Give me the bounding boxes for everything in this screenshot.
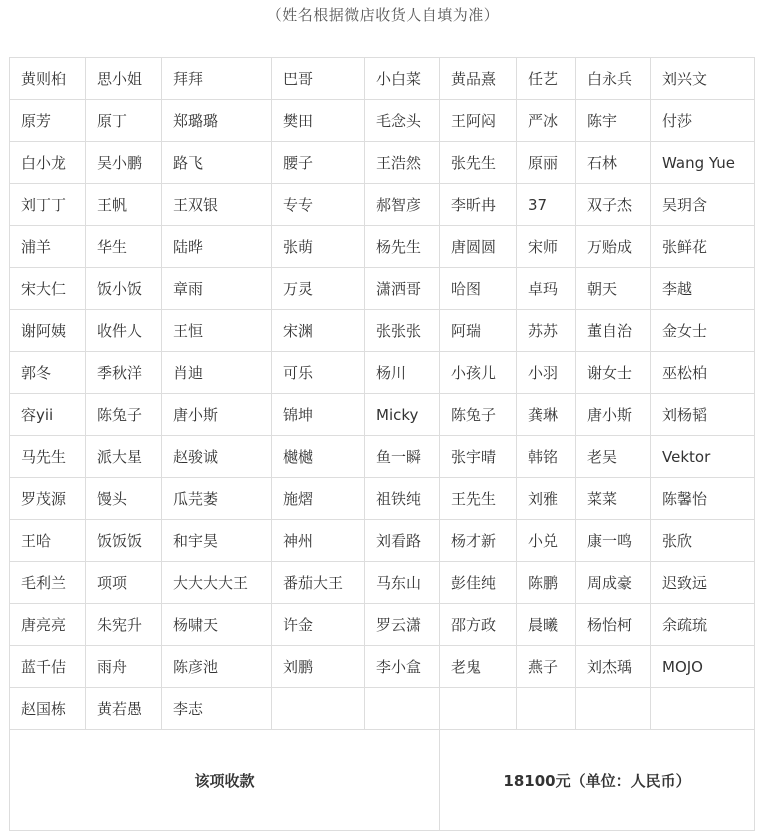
name-cell: 吴玥含: [651, 184, 755, 226]
name-cell: 韩铭: [517, 436, 576, 478]
name-cell: 陆晔: [162, 226, 272, 268]
name-cell: 王阿闷: [440, 100, 517, 142]
name-cell: 季秋洋: [86, 352, 162, 394]
table-row: [10, 100, 755, 142]
name-cell: 刘兴文: [651, 58, 755, 100]
name-cell: 瓜芫萎: [162, 478, 272, 520]
name-cell: 神州: [272, 520, 365, 562]
table-row: [10, 268, 755, 310]
name-cell: 腰子: [272, 142, 365, 184]
name-cell: 马东山: [365, 562, 440, 604]
table-row: [10, 142, 755, 184]
name-cell: Vektor: [651, 436, 755, 478]
name-cell: 董自治: [576, 310, 651, 352]
name-cell: Wang Yue: [651, 142, 755, 184]
name-cell: 哈图: [440, 268, 517, 310]
name-cell: 马先生: [10, 436, 86, 478]
name-cell: [651, 688, 755, 730]
name-cell: 王帆: [86, 184, 162, 226]
name-cell: 雨舟: [86, 646, 162, 688]
name-cell: 樾樾: [272, 436, 365, 478]
name-cell: 张萌: [272, 226, 365, 268]
name-cell: 王哈: [10, 520, 86, 562]
name-cell: 刘杰瑀: [576, 646, 651, 688]
table-row: [10, 436, 755, 478]
name-cell: 陈兔子: [86, 394, 162, 436]
name-cell: 番茄大王: [272, 562, 365, 604]
name-cell: 周成豪: [576, 562, 651, 604]
name-cell: 刘丁丁: [10, 184, 86, 226]
name-cell: 张宇晴: [440, 436, 517, 478]
name-cell: 路飞: [162, 142, 272, 184]
name-cell: 樊田: [272, 100, 365, 142]
name-cell: 施熠: [272, 478, 365, 520]
name-cell: 宋师: [517, 226, 576, 268]
name-cell: 原芳: [10, 100, 86, 142]
name-cell: 可乐: [272, 352, 365, 394]
name-cell: 肖迪: [162, 352, 272, 394]
name-cell: 杨先生: [365, 226, 440, 268]
name-cell: 严冰: [517, 100, 576, 142]
table-row: [10, 562, 755, 604]
name-cell: 拜拜: [162, 58, 272, 100]
name-cell: 祖铁纯: [365, 478, 440, 520]
name-cell: 鱼一瞬: [365, 436, 440, 478]
name-cell: 郭冬: [10, 352, 86, 394]
name-cell: 华生: [86, 226, 162, 268]
name-cell: 谢阿姨: [10, 310, 86, 352]
name-cell: 原丁: [86, 100, 162, 142]
name-cell: 王先生: [440, 478, 517, 520]
name-cell: 巴哥: [272, 58, 365, 100]
name-cell: 陈兔子: [440, 394, 517, 436]
name-cell: 毛念头: [365, 100, 440, 142]
name-cell: 和宇昊: [162, 520, 272, 562]
name-cell: 卓玛: [517, 268, 576, 310]
name-cell: 李小盒: [365, 646, 440, 688]
name-cell: 陈鹏: [517, 562, 576, 604]
table-row: [10, 520, 755, 562]
name-cell: 陈馨怡: [651, 478, 755, 520]
name-cell: 原丽: [517, 142, 576, 184]
name-cell: 唐小斯: [576, 394, 651, 436]
name-cell: 白永兵: [576, 58, 651, 100]
name-cell: 万贻成: [576, 226, 651, 268]
name-cell: 馒头: [86, 478, 162, 520]
name-cell: 张欣: [651, 520, 755, 562]
name-cell: 唐圆圆: [440, 226, 517, 268]
name-cell: 杨怡柯: [576, 604, 651, 646]
names-table-body: [10, 58, 755, 730]
name-cell: 双子杰: [576, 184, 651, 226]
name-cell: 小白菜: [365, 58, 440, 100]
name-cell: 李昕冉: [440, 184, 517, 226]
names-table: [9, 57, 755, 730]
table-row: [10, 226, 755, 268]
name-cell: [517, 688, 576, 730]
table-row: [10, 688, 755, 730]
name-cell: 项项: [86, 562, 162, 604]
name-cell: 刘鹏: [272, 646, 365, 688]
name-cell: 苏苏: [517, 310, 576, 352]
name-cell: 李志: [162, 688, 272, 730]
name-cell: 张鲜花: [651, 226, 755, 268]
name-cell: 大大大大王: [162, 562, 272, 604]
name-cell: 吴小鹏: [86, 142, 162, 184]
name-cell: [576, 688, 651, 730]
name-cell: 小孩儿: [440, 352, 517, 394]
name-cell: 饭小饭: [86, 268, 162, 310]
name-cell: 容yii: [10, 394, 86, 436]
name-cell: 张先生: [440, 142, 517, 184]
name-cell: 付莎: [651, 100, 755, 142]
table-row: [10, 646, 755, 688]
name-cell: 专专: [272, 184, 365, 226]
name-cell: 迟致远: [651, 562, 755, 604]
name-cell: 彭佳纯: [440, 562, 517, 604]
name-cell: 郑璐璐: [162, 100, 272, 142]
name-cell: 康一鸣: [576, 520, 651, 562]
name-cell: 杨啸天: [162, 604, 272, 646]
name-cell: 浦羊: [10, 226, 86, 268]
name-cell: 37: [517, 184, 576, 226]
name-cell: 王双银: [162, 184, 272, 226]
name-cell: 毛利兰: [10, 562, 86, 604]
name-cell: 张张张: [365, 310, 440, 352]
name-cell: 饭饭饭: [86, 520, 162, 562]
name-cell: 余疏琉: [651, 604, 755, 646]
name-cell: 朝天: [576, 268, 651, 310]
name-cell: 赵国栋: [10, 688, 86, 730]
name-cell: MOJO: [651, 646, 755, 688]
name-cell: [272, 688, 365, 730]
name-cell: 唐小斯: [162, 394, 272, 436]
name-cell: 龚琳: [517, 394, 576, 436]
name-cell: 黄若愚: [86, 688, 162, 730]
name-cell: 许金: [272, 604, 365, 646]
name-cell: 收件人: [86, 310, 162, 352]
name-cell: 宋渊: [272, 310, 365, 352]
name-cell: 潇洒哥: [365, 268, 440, 310]
table-row: [10, 184, 755, 226]
name-cell: 谢女士: [576, 352, 651, 394]
name-cell: 万灵: [272, 268, 365, 310]
name-cell: 刘看路: [365, 520, 440, 562]
table-row: [10, 58, 755, 100]
name-cell: 章雨: [162, 268, 272, 310]
name-cell: 朱宪升: [86, 604, 162, 646]
name-cell: 赵骏诚: [162, 436, 272, 478]
name-cell: 燕子: [517, 646, 576, 688]
name-cell: [365, 688, 440, 730]
name-cell: 宋大仁: [10, 268, 86, 310]
name-cell: 老吴: [576, 436, 651, 478]
name-cell: 郝智彦: [365, 184, 440, 226]
table-row: [10, 310, 755, 352]
name-cell: 锦坤: [272, 394, 365, 436]
summary-row: [10, 730, 755, 831]
name-cell: 菜菜: [576, 478, 651, 520]
table-row: [10, 604, 755, 646]
name-cell: 陈彦池: [162, 646, 272, 688]
summary-table: [9, 729, 755, 831]
name-cell: 思小姐: [86, 58, 162, 100]
name-cell: 黄品熹: [440, 58, 517, 100]
name-cell: 王恒: [162, 310, 272, 352]
name-cell: 杨川: [365, 352, 440, 394]
name-cell: 邵方政: [440, 604, 517, 646]
name-cell: 罗茂源: [10, 478, 86, 520]
name-cell: 陈宇: [576, 100, 651, 142]
name-cell: 小羽: [517, 352, 576, 394]
note-text: （姓名根据微店收货人自填为准）: [266, 6, 500, 24]
name-cell: 刘杨韬: [651, 394, 755, 436]
table-row: [10, 352, 755, 394]
name-cell: 唐亮亮: [10, 604, 86, 646]
name-cell: Micky: [365, 394, 440, 436]
name-cell: 王浩然: [365, 142, 440, 184]
summary-label: 该项收款: [10, 730, 440, 831]
table-row: [10, 394, 755, 436]
name-cell: 阿瑞: [440, 310, 517, 352]
name-cell: 杨才新: [440, 520, 517, 562]
name-cell: 李越: [651, 268, 755, 310]
name-cell: 老鬼: [440, 646, 517, 688]
name-cell: 晨曦: [517, 604, 576, 646]
name-cell: 白小龙: [10, 142, 86, 184]
name-cell: [440, 688, 517, 730]
name-cell: 石林: [576, 142, 651, 184]
name-cell: 黄则桕: [10, 58, 86, 100]
name-cell: 任艺: [517, 58, 576, 100]
name-cell: 罗云潇: [365, 604, 440, 646]
name-cell: 刘雅: [517, 478, 576, 520]
name-cell: 派大星: [86, 436, 162, 478]
summary-value: 18100元（单位：人民币）: [440, 730, 755, 831]
name-cell: 小兑: [517, 520, 576, 562]
name-cell: 金女士: [651, 310, 755, 352]
name-cell: 蓝千佶: [10, 646, 86, 688]
table-row: [10, 478, 755, 520]
name-cell: 巫松柏: [651, 352, 755, 394]
